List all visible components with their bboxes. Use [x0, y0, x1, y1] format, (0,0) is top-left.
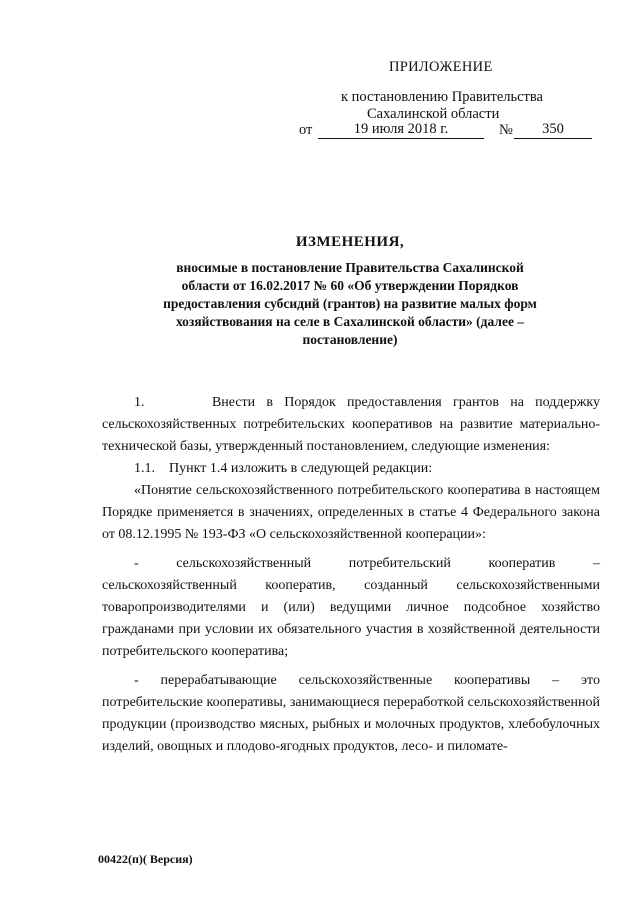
paragraph-1-1: 1.1. Пункт 1.4 изложить в следующей редакции: [134, 461, 433, 476]
changes-title: ИЗМЕНЕНИЯ, [295, 234, 405, 250]
footer-doc-code: 00422(п)( Версия) [98, 852, 193, 866]
appendix-line-1: к постановлению Правительства [341, 89, 543, 105]
appendix-date: 19 июля 2018 г. [318, 121, 484, 139]
appendix-number-label: № [499, 122, 513, 138]
appendix-line-2: Сахалинской области [367, 106, 500, 122]
appendix-from-label: от [299, 122, 313, 138]
changes-subtitle: вносимые в постановление Правительства Сахалинской области от 16.02.2017 № 60 «Об утверждении Порядков предоставления субсидий (грантов) на развитие малых форм хозяйствования на селе в Сахалинской области» (далее – постановление) [163, 260, 537, 347]
paragraph-definition-intro: «Понятие сельскохозяйственного потребительского кооператива в настоящем Порядке применяется в значениях, определенных в статье 4 Федерального закона от 08.12.1995 № 193-ФЗ «О сельскохозяйственной кооперации»: [102, 483, 600, 542]
document-body [102, 392, 604, 758]
paragraph-consumer-coop: - сельскохозяйственный потребительский кооператив – сельскохозяйственный кооператив, созданный сельскохозяйственными товаропроизводителями и (или) ведущими личное подсобное хозяйство гражданами при условии их обязательного участия в хозяйственной деятельности потребительского кооператива; [102, 556, 600, 659]
paragraph-processing-coop: - перерабатывающие сельскохозяйственные кооперативы – это потребительские кооперативы, занимающиеся переработкой сельскохозяйственной продукции (производство мясных, рыбных и молочных продуктов, хлебобулочных изделий, овощных и плодово-ягодных продуктов, лесо- и пиломате- [102, 673, 600, 754]
paragraph-1: 1. Внести в Порядок предоставления грантов на поддержку сельскохозяйственных потребительских кооперативов на развитие материально-технической базы, утвержденный постановлением, следующие изменения: [102, 395, 604, 454]
appendix-title: ПРИЛОЖЕНИЕ [389, 59, 493, 75]
changes-heading [150, 234, 550, 349]
appendix-number: 350 [514, 121, 592, 139]
